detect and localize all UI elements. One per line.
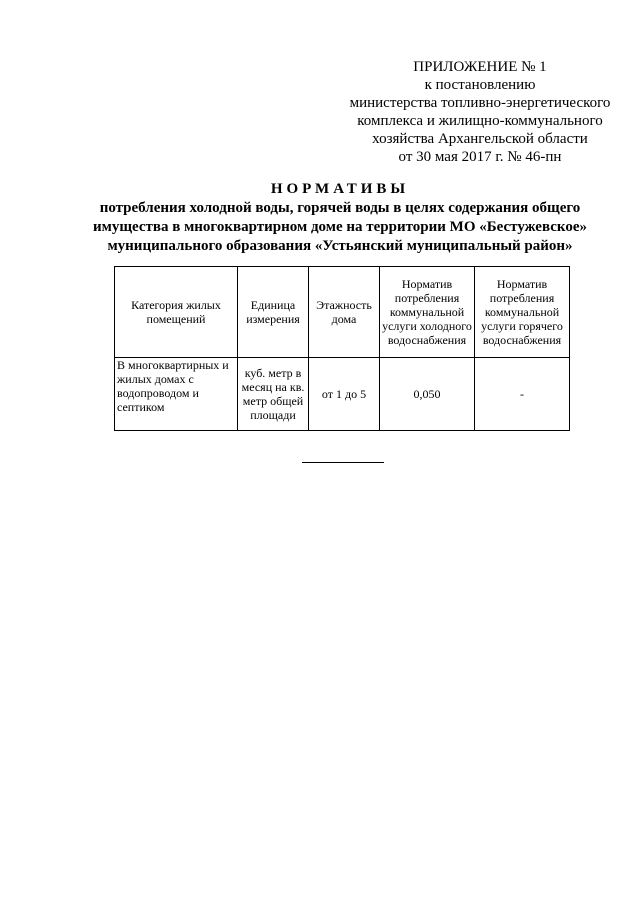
end-divider — [302, 462, 384, 463]
norms-table — [114, 266, 570, 431]
cell-category: В многоквартирных и жилых домах с водопроводом и септиком — [115, 358, 238, 431]
table-header-row — [115, 267, 570, 358]
appendix-line: комплекса и жилищно-коммунального — [357, 113, 603, 129]
appendix-line: хозяйства Архангельской области — [372, 131, 588, 147]
header-floors: Этажность дома — [309, 267, 380, 358]
subtitle-line: муниципального образования «Устьянский муниципальный район» — [107, 238, 573, 254]
subtitle-line: имущества в многоквартирном доме на территории МО «Бестужевское» — [92, 219, 588, 235]
header-category: Категория жилых помещений — [115, 267, 238, 358]
header-hot-water-norm: Норматив потребления коммунальной услуги горячего водоснабжения — [475, 267, 570, 358]
cell-cold-water: 0,050 — [380, 358, 475, 431]
appendix-header — [330, 58, 630, 166]
header-unit: Единица измерения — [238, 267, 309, 358]
header-cold-water-norm: Норматив потребления коммунальной услуги холодного водоснабжения — [380, 267, 475, 358]
document-title-block — [40, 180, 640, 256]
cell-hot-water: - — [475, 358, 570, 431]
table-row — [115, 358, 570, 431]
appendix-line: министерства топливно-энергетического — [349, 95, 611, 111]
appendix-date-line: от 30 мая 2017 г. № 46-пн — [398, 149, 562, 165]
document-subtitle — [40, 199, 640, 256]
document-title: НОРМАТИВЫ — [270, 181, 410, 197]
cell-floors: от 1 до 5 — [309, 358, 380, 431]
appendix-line: к постановлению — [424, 77, 536, 93]
appendix-title: ПРИЛОЖЕНИЕ № 1 — [413, 59, 547, 75]
subtitle-line: потребления холодной воды, горячей воды в целях содержания общего — [99, 200, 581, 216]
cell-unit: куб. метр в месяц на кв. метр общей площади — [238, 358, 309, 431]
